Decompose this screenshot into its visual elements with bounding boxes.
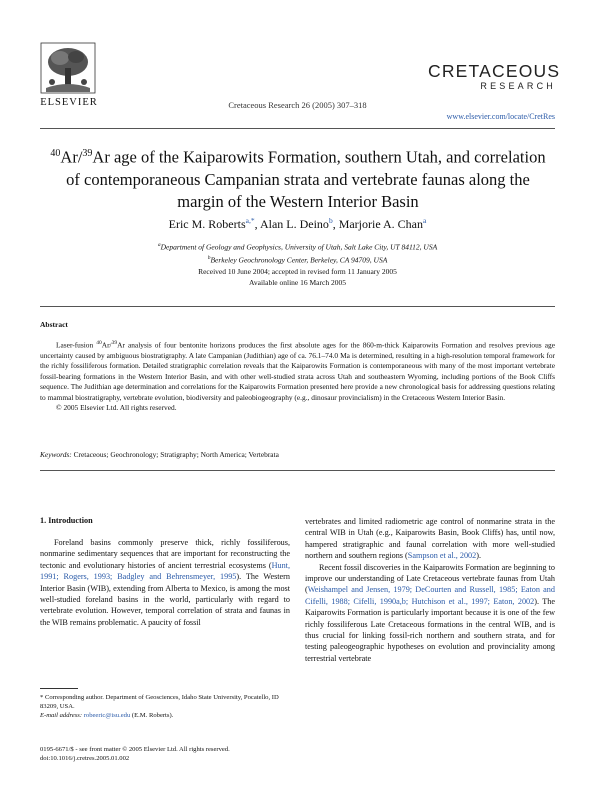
received-date: Received 10 June 2004; accepted in revised form 11 January 2005 <box>198 267 397 276</box>
doi-line: doi:10.1016/j.cretres.2005.01.002 <box>40 755 130 763</box>
elsevier-tree-icon <box>40 42 96 94</box>
author-affil-link[interactable]: a,* <box>245 216 255 225</box>
journal-brand-sub: RESEARCH <box>480 81 556 91</box>
affiliation: $^a$Department of Geology and Geophysics, University of Utah, Salt Lake City, UT 84112, USA <box>157 242 438 252</box>
abstract-heading: Abstract <box>40 320 68 329</box>
affiliations <box>0 240 595 266</box>
keywords-label: Keywords: <box>40 450 72 459</box>
online-date: Available online 16 March 2005 <box>249 277 346 287</box>
journal-citation: Cretaceous Research 26 (2005) 307–318 <box>228 100 367 110</box>
header-divider <box>40 128 555 129</box>
journal-url-link[interactable]: www.elsevier.com/locate/CretRes <box>446 112 555 121</box>
left-column <box>40 537 290 628</box>
journal-brand <box>428 61 561 91</box>
author-list: Eric M. Roberts$^{a,*}$, Alan L. Deino$^b$, Marjorie A. Chan$^a$ <box>168 216 427 231</box>
email-link[interactable]: robeeric@isu.edu <box>83 712 131 720</box>
corresponding-author-footnote: * Corresponding author. Department of Geosciences, Idaho State University, Pocatello, ID 83209, USA. E-mail address: robeeric@isu.edu (E.M. Roberts). <box>40 694 279 720</box>
abstract-body: Laser-fusion $^{40}$Ar/$^{39}$Ar analysis of four bentonite horizons produces the first absolute ages for the 860-m-thick Kaiparowits Formation and resolves previous age uncertainty caused by ambiguous biostratigraphy. A late Campanian (Judithian) age of ca. 76.1–74.0 Ma is determined, resulting in a high-resolution temporal framework for the richly fossiliferous formation. Detailed stratigraphic correlation reveals that the Kaiparowits Formation is contemporaneous with many of the most important vertebrate fossil-bearing formations in the Western Interior Basin, and with other well-studied strata across Utah and southeastern Wyoming, including portions of the Book Cliffs sequence. The Judithian age determination and correlations for the Kaiparowits Formation presented here provide a new chronological basis for addressing questions relating to mammal biostratigraphy, vertebrate evolution, biodiversity and paleobiogeography (e.g., dinosaur provincialism) in the Cretaceous Western Interior Basin. © 2005 Elsevier Ltd. All rights reserved. <box>40 340 555 412</box>
abstract-bottom-divider <box>40 470 555 471</box>
abstract-copyright: © 2005 Elsevier Ltd. All rights reserved. <box>56 402 177 412</box>
keywords-list: Cretaceous; Geochronology; Stratigraphy; North America; Vertebrata <box>71 450 279 459</box>
author-name: Eric M. Roberts <box>168 217 246 231</box>
elsevier-wordmark: ELSEVIER <box>40 97 98 108</box>
section-heading: 1. Introduction <box>40 516 93 525</box>
article-title: $^{40}$Ar/$^{39}$Ar age of the Kaiparowits Formation, southern Utah, and correlation of contemporaneous Campanian strata and vertebrate faunas along the margin of the Western Interior Basin <box>50 147 546 211</box>
right-column <box>305 516 555 664</box>
author-name: Alan L. Deino <box>259 217 329 231</box>
author-affil-link[interactable]: a <box>423 216 427 225</box>
author-name: Marjorie A. Chan <box>338 217 424 231</box>
issn-line: 0195-6671/$ - see front matter © 2005 Elsevier Ltd. All rights reserved. <box>40 746 230 753</box>
paragraph: Foreland basins commonly preserve thick, richly fossiliferous, nonmarine sedimentary sequences that are important for reconstructing the tectonic and evolutionary histories of ancient terrestrial ecosystems (Hunt, 1991; Rogers, 1993; Badgley and Behrensmeyer, 1995). The Western Interior Basin (WIB), extending from Alberta to Mexico, is among the most well-studied foreland basins in the world, particularly with regard to vertebrate evolution. However, temporal correlation of strata and faunas in the WIB remains problematic. A paucity of fossil <box>40 538 291 627</box>
citation-link[interactable]: Sampson et al., 2002 <box>407 551 477 561</box>
footnote-divider <box>40 688 78 689</box>
citation-link[interactable]: Weishampel and Jensen, 1979; DeCourten and Russell, 1985; Eaton and Cifelli, 1988; Cifelli, 1990a,b; Hutchison et al., 1997; Eaton, 2002 <box>305 585 555 606</box>
journal-brand-main: CRETACEOUS <box>428 61 561 81</box>
author-affil-link[interactable]: b <box>328 216 333 225</box>
paragraph: vertebrates and limited radiometric age control of nonmarine strata in the central WIB in Utah (e.g., Kaiparowits Basin, Book Cliffs) has, until now, hampered stratigraphic and faunal correlation with more well-studied northern and southern regions (Sampson et al., 2002). <box>305 517 555 561</box>
article-dates <box>0 267 595 288</box>
citation-link[interactable]: Hunt, 1991; Rogers, 1993; Badgley and Behrensmeyer, 1995 <box>40 560 290 582</box>
issn-doi <box>40 745 230 764</box>
abstract-top-divider <box>40 306 555 307</box>
paragraph: Recent fossil discoveries in the Kaiparowits Formation are beginning to improve our understanding of Late Cretaceous vertebrate faunas from Utah (Weishampel and Jensen, 1979; DeCourten and Russell, 1985; Eaton and Cifelli, 1988; Cifelli, 1990a,b; Hutchison et al., 1997; Eaton, 2002). The Kaiparowits Formation is particularly important because it is one of the few richly fossiliferous Late Cretaceous formations in the central WIB, and is thus crucial for linking fossil-rich northern and southern strata, and for testing paleogeographic hypotheses on evolution and provinciality among terrestrial vertebrate <box>305 562 555 663</box>
keywords <box>40 450 555 459</box>
affiliation: $^b$Berkeley Geochronology Center, Berkeley, CA 94709, USA <box>207 255 388 265</box>
